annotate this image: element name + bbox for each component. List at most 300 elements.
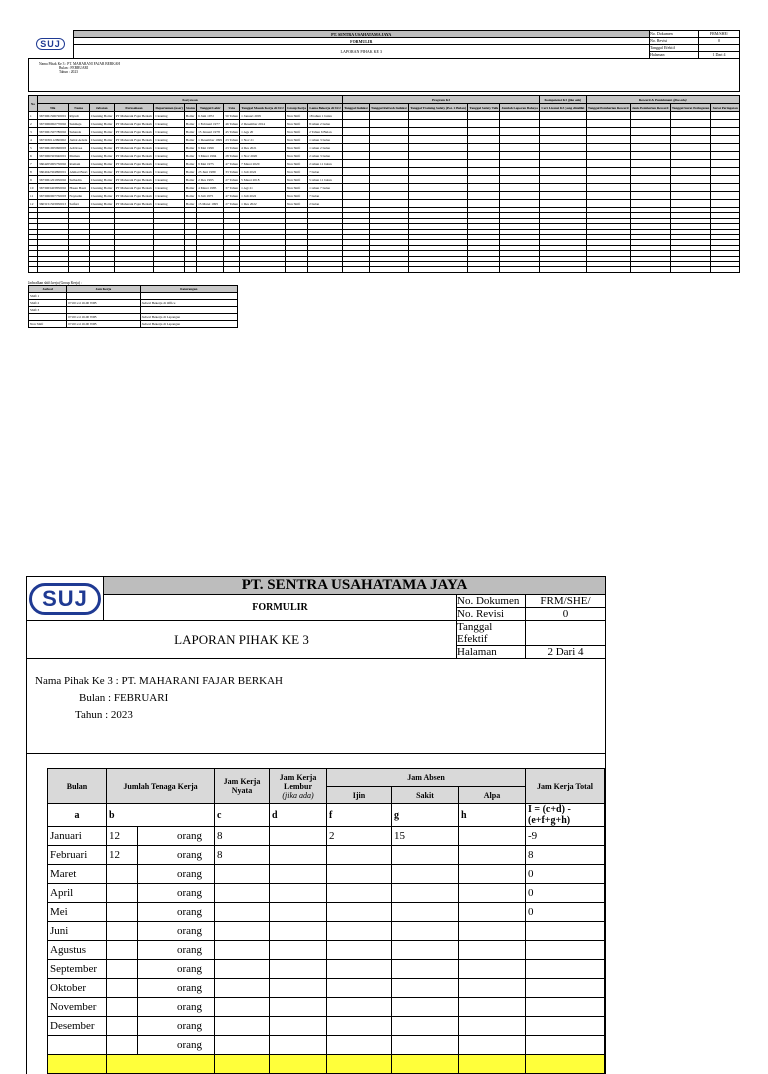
employee-cell: 1 Desember 1999 <box>198 137 223 142</box>
employee-cell: 7 Maret 2020 <box>240 160 286 168</box>
employee-cell: 3673060907750003 <box>39 193 67 198</box>
employee-cell: 47 Tahun <box>225 161 238 166</box>
total-hours-cell <box>526 1017 605 1036</box>
employee-cell: 1 Juli 2022 <box>240 168 286 176</box>
worker-count-cell: 12 <box>107 827 138 846</box>
total-hours-cell <box>526 1036 605 1055</box>
employee-cell: Boiler <box>184 176 196 184</box>
company-name: PT. SENTRA USAHATAMA JAYA <box>104 577 606 595</box>
employee-col-header: Tanggal Refresh Induksi <box>371 105 407 110</box>
employee-cell: 23 Juni 1989 <box>197 168 224 176</box>
employee-cell: Boiler <box>184 168 196 176</box>
employee-cell <box>630 176 670 184</box>
employee-cell: 1 tahun 7 bulan <box>308 184 343 192</box>
employee-cell: PT Maharani Fajar Berkah <box>115 177 152 182</box>
permit-cell <box>327 941 392 960</box>
employee-cell: Cleaning Boiler <box>90 137 113 142</box>
employee-cell <box>468 184 500 192</box>
employee-cell <box>468 200 500 208</box>
shift-row <box>29 299 238 306</box>
employee-cell: PT Maharani Fajar Berkah <box>115 161 152 166</box>
attendance-row <box>48 846 605 865</box>
report-header-table: SUJ PT. SENTRA USAHATAMA JAYA FORMULIR No. Dokumen FRM/SHE/ No. Revisi 0 LAPORAN PIHAK KE 3 Tanggal Efektif Halaman 2 Dari 4 Nama Pihak Ke 3 : PT. MAHARANI FAJAR BERKAH Bulan : FEBRUARI Tahun : 2023 Bulan Jumlah Tenaga Kerja Jam Kerja Nyata Jam Kerja Lembur (jika ada) Jam Absen Jam Kerja Total Ijin Sakit Alpa a b c d f g h I = (c+d) - (e+f+g+h) Januari 12 orang 8 2 15 -9 Februari 12 orang 8 8 Maret orang 0 April orang 0 Mei orang 0 Juni orang Agustus orang September orang Oktober orang November orang Desember orang orang <box>26 576 606 1074</box>
employee-cell: Cleaning <box>154 120 185 128</box>
shift-table <box>28 285 238 328</box>
sheet-page-2 <box>26 576 604 1074</box>
worker-count-cell <box>107 960 138 979</box>
employee-cell <box>500 192 540 200</box>
unit-cell: orang <box>137 941 214 960</box>
employee-cell: 3603151503950013 <box>39 201 67 206</box>
employee-cell: 9 Mei 1999 <box>197 144 224 152</box>
employee-cell <box>369 128 408 136</box>
absent-cell <box>459 884 526 903</box>
employee-cell <box>586 120 630 128</box>
report-year: Tahun : 2023 <box>75 709 133 721</box>
month-cell: Februari <box>48 846 107 865</box>
overtime-cell <box>270 865 327 884</box>
employee-cell: 1 tahun 2 bulan <box>308 144 343 152</box>
employee-row <box>29 160 740 168</box>
employee-cell: 3604042304890001 <box>39 169 67 174</box>
employee-cell <box>342 200 369 208</box>
employee-cell <box>670 128 711 136</box>
employee-cell: 3673063403850002 <box>39 185 67 190</box>
employee-cell: 3673061506720001 <box>39 113 67 118</box>
unit-cell: orang <box>137 1017 214 1036</box>
employee-table: No Karyawan Program K3 Kompetensi K3 (jika ada) Reward & Punishment (jika ada) Nik Nama Jabatan Perusahaan Departemen (user) Status Tanggal Lahir Usia Tanggal Masuk Kerja di SUJ Group Kerja Lama Bekerja di SUJ Tanggal Induksi Tanggal Refresh Induksi Tanggal Training Safety (Pot. 2 Bulan) Tanggal Safety Talk Jumlah Laporan Bahaya Cert Licensi K3 yang dimiliki Tanggal Pemberian Reward Jenis Pemberian Reward Tanggal Surat Peringatan Surat Peringatan 1 3673061506720001 Riyadi Cleaning Boiler PT Maharani Fajar Berkah Cleaning Boiler 6 Juni 1972 50 Tahun 1 Januari 2005 Non Shift 18 tahun 1 bulan 2 3673066902770002 Sukmaja Cleaning Boiler PT Maharani Fajar Berkah Cleaning Boiler 1 Februari 1977 46 Tahun 2 Desember 2014 Non Shift 8 tahun 2 bulan 3 3673061507780002 Suhanda Cleaning Boiler PT Maharani Fajar Berkah Cleaning Boiler 15 Januari 1978 45 Tahun 1 Ags 20 Non Shift 2 Tahun 6 Bulan 4 3673030112990002 Jamal Ardela Cleaning Boiler PT Maharani Fajar Berkah Cleaning Boiler 1 Desember 1999 23 Tahun 1 Nov 21 Non Shift 1 tahun 3 bulan 5 3673061905990003 Adi Rosa Cleaning Boiler PT Maharani Fajar Berkah Cleaning Boiler 9 Mei 1999 23 Tahun 4 Des 2021 Non Shift 1 tahun 2 bulan 6 3673060303940001 Maman Cleaning Boiler PT Maharani Fajar Berkah Cleaning Boiler 3 Maret 1994 28 Tahun 1 Nov 2020 Non Shift 2 tahun 3 bulan 7 3604205905750002 Romani Cleaning Boiler PT Maharani Fajar Berkah Cleaning Boiler 9 Mei 1975 47 Tahun 7 Maret 2020 Non Shift 2 tahun 11 bulan 8 3604042304890001 Ahmad Basri Cleaning Boiler PT Maharani Fajar Berkah Cleaning Boiler 23 Juni 1989 33 Tahun 1 Juli 2022 Non Shift 7 bulan 9 3673061201950002 Sulhadin Cleaning Boiler PT Maharani Fajar Berkah Cleaning Boiler 2 Des 1995 27 Tahun 5 Maret 2018 Non Shift 5 tahun 11 bulan 10 3673063403850002 Hasan Basri Cleaning Boiler PT Maharani Fajar Berkah Cleaning Boiler 4 Maret 1985 37 Tahun 1 Agt 21 Non Shift 1 tahun 7 bulan 11 3673060907750003 Nayiudin Cleaning Boiler PT Maharani Fajar Berkah Cleaning Boiler 9 Juli 1975 47 Tahun 1 Juli 2022 Non Shift 7 bulan 12 3603151503950013 Saifuri Cleaning Boiler PT Maharani Fajar Berkah Cleaning Boiler 15 Maret 1995 27 Tahun 1 Des 2022 Non Shift 2 bulan <box>28 95 740 273</box>
employee-col-header: Tanggal Surat Peringatan <box>671 105 710 110</box>
absent-cell <box>459 979 526 998</box>
shift-col-header: Keterangan <box>140 285 237 292</box>
employee-cell: 9 Juli 1975 <box>197 192 224 200</box>
employee-cell: Boiler <box>184 200 196 208</box>
employee-cell: 46 Tahun <box>225 121 238 126</box>
employee-cell <box>540 136 587 144</box>
employee-cell <box>342 168 369 176</box>
employee-cell: Suhanda <box>68 128 89 136</box>
employee-cell: 1 tahun 3 bulan <box>308 136 343 144</box>
employee-cell <box>540 200 587 208</box>
shift-cell <box>29 313 67 320</box>
employee-cell <box>468 128 500 136</box>
employee-cell: Cleaning <box>154 176 185 184</box>
shift-cell <box>140 292 237 299</box>
employee-cell: PT Maharani Fajar Berkah <box>115 201 152 206</box>
employee-cell <box>342 152 369 160</box>
employee-cell: Non Shift <box>285 168 307 176</box>
employee-cell <box>586 176 630 184</box>
employee-row <box>29 120 740 128</box>
absent-cell <box>459 827 526 846</box>
worker-count-cell <box>107 884 138 903</box>
employee-cell <box>500 152 540 160</box>
shift-cell: 07.00 s/d 16.00 WIB <box>67 299 140 306</box>
month-cell: April <box>48 884 107 903</box>
employee-cell <box>342 192 369 200</box>
employee-cell: 2 <box>29 120 38 128</box>
shift-cell <box>67 306 140 313</box>
shift-cell: Non Shift <box>29 320 67 327</box>
formula-letter: c <box>215 804 270 827</box>
worker-count-cell <box>107 941 138 960</box>
employee-cell <box>540 176 587 184</box>
employee-cell: 1 Juli 2022 <box>240 192 286 200</box>
employee-cell <box>342 160 369 168</box>
employee-row <box>29 152 740 160</box>
employee-cell: PT Maharani Fajar Berkah <box>115 185 152 190</box>
employee-cell: 3 <box>29 128 38 136</box>
employee-cell <box>500 120 540 128</box>
sick-cell: 15 <box>392 827 459 846</box>
month-cell: Desember <box>48 1017 107 1036</box>
employee-cell <box>586 168 630 176</box>
employee-cell: PT Maharani Fajar Berkah <box>115 169 152 174</box>
sick-cell <box>392 998 459 1017</box>
employee-col-header: Group Kerja <box>287 105 306 110</box>
worker-count-cell <box>107 998 138 1017</box>
employee-cell: Non Shift <box>285 152 307 160</box>
employee-cell: 27 Tahun <box>225 177 238 182</box>
shift-cell: Shift 2 <box>29 299 67 306</box>
employee-cell <box>540 128 587 136</box>
employee-cell <box>711 192 740 200</box>
employee-cell: 3673066902770002 <box>39 121 67 126</box>
employee-cell <box>540 168 587 176</box>
employee-cell <box>711 120 740 128</box>
kompetensi-header: Kompetensi K3 (jika ada) <box>540 96 587 104</box>
total-hours-cell <box>526 960 605 979</box>
employee-cell: Non Shift <box>285 144 307 152</box>
employee-cell: Non Shift <box>285 184 307 192</box>
sick-cell <box>392 979 459 998</box>
worker-count-cell <box>107 979 138 998</box>
employee-cell <box>711 136 740 144</box>
employee-cell: 3604205905750002 <box>39 161 67 166</box>
employee-cell <box>342 144 369 152</box>
party-name: Nama Pihak Ke 3 : PT. MAHARANI FAJAR BERKAH <box>35 675 284 687</box>
employee-cell <box>670 152 711 160</box>
employee-row <box>29 112 740 120</box>
employee-cell: Boiler <box>184 136 196 144</box>
employee-cell: 1 Agt 21 <box>240 184 286 192</box>
attendance-row <box>48 941 605 960</box>
employee-cell: PT Maharani Fajar Berkah <box>115 121 152 126</box>
employee-col-header: Tanggal Pemberian Reward <box>587 105 629 110</box>
permit-cell <box>327 1017 392 1036</box>
employee-cell: 6 Juni 1972 <box>197 112 224 120</box>
employee-cell: Non Shift <box>285 128 307 136</box>
absent-cell <box>459 998 526 1017</box>
employee-cell: Saifuri <box>68 200 89 208</box>
employee-cell: 2 bulan <box>308 200 343 208</box>
employee-cell: Cleaning Boiler <box>90 177 113 182</box>
employee-cell: PT Maharani Fajar Berkah <box>115 137 152 142</box>
month-cell: Agustus <box>48 941 107 960</box>
employee-cell: Cleaning Boiler <box>90 153 113 158</box>
employee-cell: 5 Maret 2018 <box>240 176 286 184</box>
total-hours-cell: 0 <box>526 865 605 884</box>
employee-cell: 4 Des 2021 <box>240 144 286 152</box>
employee-cell <box>500 184 540 192</box>
employee-cell <box>369 160 408 168</box>
shift-row <box>29 306 238 313</box>
month-cell <box>48 1036 107 1055</box>
actual-hours-cell: 8 <box>215 846 270 865</box>
absent-cell <box>459 960 526 979</box>
employee-col-header: Lama Bekerja di SUJ <box>309 105 341 110</box>
employee-col-header: Tanggal Lahir <box>197 104 224 112</box>
actual-hours-cell <box>215 960 270 979</box>
worker-count-cell: 12 <box>107 846 138 865</box>
employee-cell <box>342 112 369 120</box>
employee-cell: 1 Nov 2020 <box>240 152 286 160</box>
overtime-cell <box>270 903 327 922</box>
shift-cell: Jadwal Bekerja di Office <box>140 299 237 306</box>
absent-cell <box>459 1036 526 1055</box>
employee-cell <box>711 160 740 168</box>
permit-cell <box>327 922 392 941</box>
absent-cell <box>459 1017 526 1036</box>
employee-col-header: Jabatan <box>89 104 114 112</box>
employee-row <box>29 168 740 176</box>
employee-cell <box>670 184 711 192</box>
actual-hours-cell <box>215 979 270 998</box>
sheet1-company: PT. SENTRA USAHATAMA JAYA <box>73 31 650 38</box>
employee-cell <box>369 192 408 200</box>
employee-cell: 27 Tahun <box>225 201 238 206</box>
employee-cell: 10 <box>29 184 38 192</box>
employee-cell <box>408 184 467 192</box>
employee-cell: 15 Januari 1978 <box>197 128 224 136</box>
employee-cell <box>670 160 711 168</box>
employee-cell: 11 <box>29 192 38 200</box>
attendance-table: Bulan Jumlah Tenaga Kerja Jam Kerja Nyata Jam Kerja Lembur (jika ada) Jam Absen Jam Kerja Total Ijin Sakit Alpa a b c d f g h I = (c+d) - (e+f+g+h) Januari 12 orang 8 2 15 -9 Februari 12 orang 8 8 Maret orang 0 April orang 0 Mei orang 0 Juni orang Agustus orang September orang Oktober orang November orang Desember orang orang <box>47 768 605 1074</box>
employee-cell <box>630 128 670 136</box>
employee-cell <box>630 160 670 168</box>
overtime-cell <box>270 1036 327 1055</box>
formula-letter: d <box>270 804 327 827</box>
sick-cell <box>392 1036 459 1055</box>
employee-cell: Adi Rosa <box>68 144 89 152</box>
overtime-cell <box>270 960 327 979</box>
employee-cell: Non Shift <box>285 200 307 208</box>
sick-cell <box>392 941 459 960</box>
employee-cell: 7 bulan <box>308 192 343 200</box>
employee-cell <box>468 120 500 128</box>
worker-count-cell <box>107 922 138 941</box>
attendance-row <box>48 979 605 998</box>
employee-cell: 3673061507780002 <box>39 129 67 134</box>
employee-cell: 23 Tahun <box>225 137 238 142</box>
employee-cell <box>369 112 408 120</box>
employee-cell <box>500 168 540 176</box>
employee-cell: Boiler <box>184 192 196 200</box>
actual-hours-cell <box>215 941 270 960</box>
permit-cell <box>327 903 392 922</box>
month-cell: Oktober <box>48 979 107 998</box>
employee-cell <box>500 160 540 168</box>
employee-cell: 3673061201950002 <box>39 177 67 182</box>
employee-cell: Non Shift <box>285 112 307 120</box>
employee-cell <box>711 112 740 120</box>
employee-column-headers <box>29 104 740 112</box>
shift-col-header: Jam Kerja <box>67 285 140 292</box>
employee-cell <box>630 152 670 160</box>
employee-cell: Cleaning <box>154 152 185 160</box>
sheet-page-1: SUJ PT. SENTRA USAHATAMA JAYA No. Dokumen FRM/SHE/ FORMULIR No. Revisi 0 LAPORAN PIHAK KE 3 Tanggal Efektif Halaman 1 Dari 4 Nama Pihak Ke 3 : PT. MAHARANI FAJAR BERKAH Bulan : FEBRUARI Tahun : 2023 No Karyawan Program K3 Kompetensi K3 (jika ada) Reward & Punishment (jika ada) Nik Nama Jabatan Perusahaan Departemen (user) Status Tanggal Lahir Usia Tanggal Masuk Kerja di SUJ Group Kerja Lama Bekerja di SUJ Tanggal Induksi Tanggal Refresh Induksi Tanggal Training Safety (Pot. 2 Bulan) Tanggal Safety Talk Jumlah Laporan Bahaya Cert Licensi K3 yang dimiliki Tanggal Pemberian Reward Jenis Pemberian Reward Tanggal Surat Peringatan Surat Peringatan 1 3673061506720001 Riyadi Cleaning Boiler PT Maharani Fajar Berkah Cleaning Boiler 6 Juni 1972 50 Tahun 1 Januari 2005 Non Shift 18 tahun 1 bulan 2 3673066902770002 Sukmaja Cleaning Boiler PT Maharani Fajar Berkah Cleaning Boiler 1 Februari 1977 46 Tahun 2 Desember 2014 Non Shift 8 tahun 2 bulan 3 3673061507780002 Suhanda Cleaning Boiler PT Maharani Fajar Berkah Cleaning Boiler 15 Januari 1978 45 Tahun 1 Ags 20 Non Shift 2 Tahun 6 Bulan 4 3673030112990002 Jamal Ardela Cleaning Boiler PT Maharani Fajar Berkah Cleaning Boiler 1 Desember 1999 23 Tahun 1 Nov 21 Non Shift 1 tahun 3 bulan 5 3673061905990003 Adi Rosa Cleaning Boiler PT Maharani Fajar Berkah Cleaning Boiler 9 Mei 1999 23 Tahun 4 Des 2021 Non Shift 1 tahun 2 bulan 6 3673060303940001 Maman Cleaning Boiler PT Maharani Fajar Berkah Cleaning Boiler 3 Maret 1994 28 Tahun 1 Nov 2020 Non Shift 2 tahun 3 bulan 7 3604205905750002 Romani Cleaning Boiler PT Maharani Fajar Berkah Cleaning Boiler 9 Mei 1975 47 Tahun 7 Maret 2020 Non Shift 2 tahun 11 bulan 8 3604042304890001 Ahmad Basri Cleaning Boiler PT Maharani Fajar Berkah Cleaning Boiler 23 Juni 1989 33 Tahun 1 Juli 2022 Non Shift 7 bulan 9 3673061201950002 Sulhadin Cleaning Boiler PT Maharani Fajar Berkah Cleaning Boiler 2 Des 1995 27 Tahun 5 Maret 2018 Non Shift 5 tahun 11 bulan 10 3673063403850002 Hasan Basri Cleaning Boiler PT Maharani Fajar Berkah Cleaning Boiler 4 Maret 1985 37 Tahun 1 Agt 21 Non Shift 1 tahun 7 bulan 11 3673060907750003 Nayiudin Cleaning Boiler PT Maharani Fajar Berkah Cleaning Boiler 9 Juli 1975 47 Tahun 1 Juli 2022 Non Shift 7 bulan 12 3603151503950013 Saifuri Cleaning Boiler PT Maharani Fajar Berkah Cleaning Boiler 15 Maret 1995 27 Tahun 1 Des 2022 Non Shift 2 bulan Jadwalkan shift kerja (Group Kerja) : Jadwal Jam Kerja Keterangan Shift 1 Shift 2 07.00 s/d 16.00 WIB Jadwal Bekerja di Office Shift 3 07.00 s/d 16.00 WIB Jadwal Bekerja di Lapangan Non Shift 07.00 s/d 16.00 WIB Jadwal Bekerja di Lapangan <box>28 30 740 328</box>
sheet1-logo: SUJ <box>29 31 74 59</box>
shift-cell <box>140 306 237 313</box>
employee-cell <box>711 152 740 160</box>
shift-row <box>29 292 238 299</box>
employee-cell <box>540 160 587 168</box>
employee-cell: 3673060303940001 <box>39 153 67 158</box>
formula-letter: a <box>48 804 107 827</box>
employee-cell <box>670 176 711 184</box>
employee-cell <box>630 200 670 208</box>
employee-cell <box>630 112 670 120</box>
sick-cell <box>392 865 459 884</box>
employee-cell <box>630 168 670 176</box>
employee-cell: Cleaning <box>154 112 185 120</box>
employee-cell <box>711 184 740 192</box>
shift-cell: Jadwal Bekerja di Lapangan <box>140 313 237 320</box>
employee-cell <box>369 144 408 152</box>
employee-cell: 4 <box>29 136 38 144</box>
employee-col-header: Jenis Pemberian Reward <box>631 105 669 110</box>
sick-cell <box>392 1017 459 1036</box>
formula-letters-row <box>48 804 605 827</box>
employee-cell: 6 <box>29 152 38 160</box>
employee-blank-row <box>29 267 740 272</box>
employee-cell: PT Maharani Fajar Berkah <box>115 129 152 134</box>
employee-cell: Cleaning <box>154 184 185 192</box>
employee-cell: Sukmaja <box>68 120 89 128</box>
permit-cell: 2 <box>327 827 392 846</box>
employee-cell <box>670 120 711 128</box>
actual-hours-cell <box>215 903 270 922</box>
report-month: Bulan : FEBRUARI <box>79 692 169 704</box>
employee-cell <box>711 144 740 152</box>
employee-cell <box>408 176 467 184</box>
employee-cell: Cleaning Boiler <box>90 121 113 126</box>
attendance-row <box>48 960 605 979</box>
employee-cell <box>540 112 587 120</box>
unit-cell: orang <box>137 827 214 846</box>
employee-cell <box>408 160 467 168</box>
employee-cell: 3673030112990002 <box>39 137 66 142</box>
employee-cell: Hasan Basri <box>68 184 89 192</box>
permit-cell <box>327 846 392 865</box>
employee-cell <box>468 160 500 168</box>
permit-cell <box>327 998 392 1017</box>
employee-cell <box>586 136 630 144</box>
employee-cell: Maman <box>68 152 89 160</box>
employee-cell: PT Maharani Fajar Berkah <box>115 145 152 150</box>
employee-cell: Cleaning Boiler <box>90 129 113 134</box>
shift-cell: Shift 1 <box>29 292 67 299</box>
unit-cell: orang <box>137 1036 214 1055</box>
attendance-row <box>48 1017 605 1036</box>
employee-cell: 2 Desember 2014 <box>240 120 286 128</box>
employee-cell: Cleaning Boiler <box>90 145 113 150</box>
employee-cell <box>630 136 670 144</box>
unit-cell: orang <box>137 922 214 941</box>
sheet1-header-table: SUJ PT. SENTRA USAHATAMA JAYA No. Dokumen FRM/SHE/ FORMULIR No. Revisi 0 LAPORAN PIHAK KE 3 Tanggal Efektif Halaman 1 Dari 4 Nama Pihak Ke 3 : PT. MAHARANI FAJAR BERKAH Bulan : FEBRUARI Tahun : 2023 <box>28 30 740 92</box>
employee-cell: 12 <box>29 200 38 208</box>
worker-count-cell <box>107 1036 138 1055</box>
employee-cell: Cleaning Boiler <box>90 201 113 206</box>
employee-col-header: Cert Licensi K3 yang dimiliki <box>541 105 585 110</box>
employee-cell <box>586 184 630 192</box>
employee-cell: 5 tahun 11 bulan <box>308 176 343 184</box>
employee-cell: 5 <box>29 144 38 152</box>
employee-cell: 1 <box>29 112 38 120</box>
employee-cell: 4 Maret 1985 <box>197 184 224 192</box>
employee-col-header: Nik <box>38 104 69 112</box>
month-cell: Juni <box>48 922 107 941</box>
employee-cell <box>630 192 670 200</box>
employee-cell <box>468 112 500 120</box>
employee-cell <box>369 184 408 192</box>
employee-cell: 3673061905990003 <box>39 145 67 150</box>
company-logo: SUJ <box>27 577 104 621</box>
employee-cell: Boiler <box>184 120 196 128</box>
employee-cell <box>540 120 587 128</box>
total-hours-cell: -9 <box>526 827 605 846</box>
employee-cell: Non Shift <box>285 160 307 168</box>
shift-cell: Shift 3 <box>29 306 67 313</box>
employee-cell: PT Maharani Fajar Berkah <box>115 113 152 118</box>
employee-cell: 2 tahun 11 bulan <box>308 160 343 168</box>
month-cell: Januari <box>48 827 107 846</box>
sheet1-info: Nama Pihak Ke 3 : PT. MAHARANI FAJAR BERKAH Bulan : FEBRUARI Tahun : 2023 <box>29 59 740 92</box>
employee-cell <box>586 128 630 136</box>
employee-cell: 1 Ags 20 <box>240 128 286 136</box>
absent-cell <box>459 922 526 941</box>
employee-cell <box>586 200 630 208</box>
attendance-row <box>48 884 605 903</box>
unit-cell: orang <box>137 960 214 979</box>
employee-cell: Cleaning Boiler <box>90 169 113 174</box>
employee-cell <box>586 112 630 120</box>
employee-cell <box>342 120 369 128</box>
employee-cell <box>369 176 408 184</box>
total-hours-cell: 0 <box>526 884 605 903</box>
employee-cell <box>586 152 630 160</box>
form-label: FORMULIR <box>104 595 457 621</box>
attendance-total-row <box>48 1055 605 1074</box>
sick-cell <box>392 846 459 865</box>
lembur-header: Jam Kerja Lembur (jika ada) <box>270 769 327 804</box>
employee-cell <box>540 192 587 200</box>
employee-cell <box>408 200 467 208</box>
employee-cell <box>670 136 711 144</box>
actual-hours-cell: 8 <box>215 827 270 846</box>
employee-col-header: Nama <box>68 104 89 112</box>
employee-col-header: Tanggal Induksi <box>344 105 368 110</box>
unit-cell: orang <box>137 903 214 922</box>
employee-cell: Boiler <box>184 184 196 192</box>
unit-cell: orang <box>137 979 214 998</box>
employee-cell: 1 Des 2022 <box>240 200 286 208</box>
employee-cell: 3 Maret 1994 <box>197 152 224 160</box>
actual-hours-cell <box>215 1017 270 1036</box>
employee-cell: Cleaning <box>154 168 185 176</box>
sick-cell <box>392 960 459 979</box>
employee-cell <box>500 200 540 208</box>
